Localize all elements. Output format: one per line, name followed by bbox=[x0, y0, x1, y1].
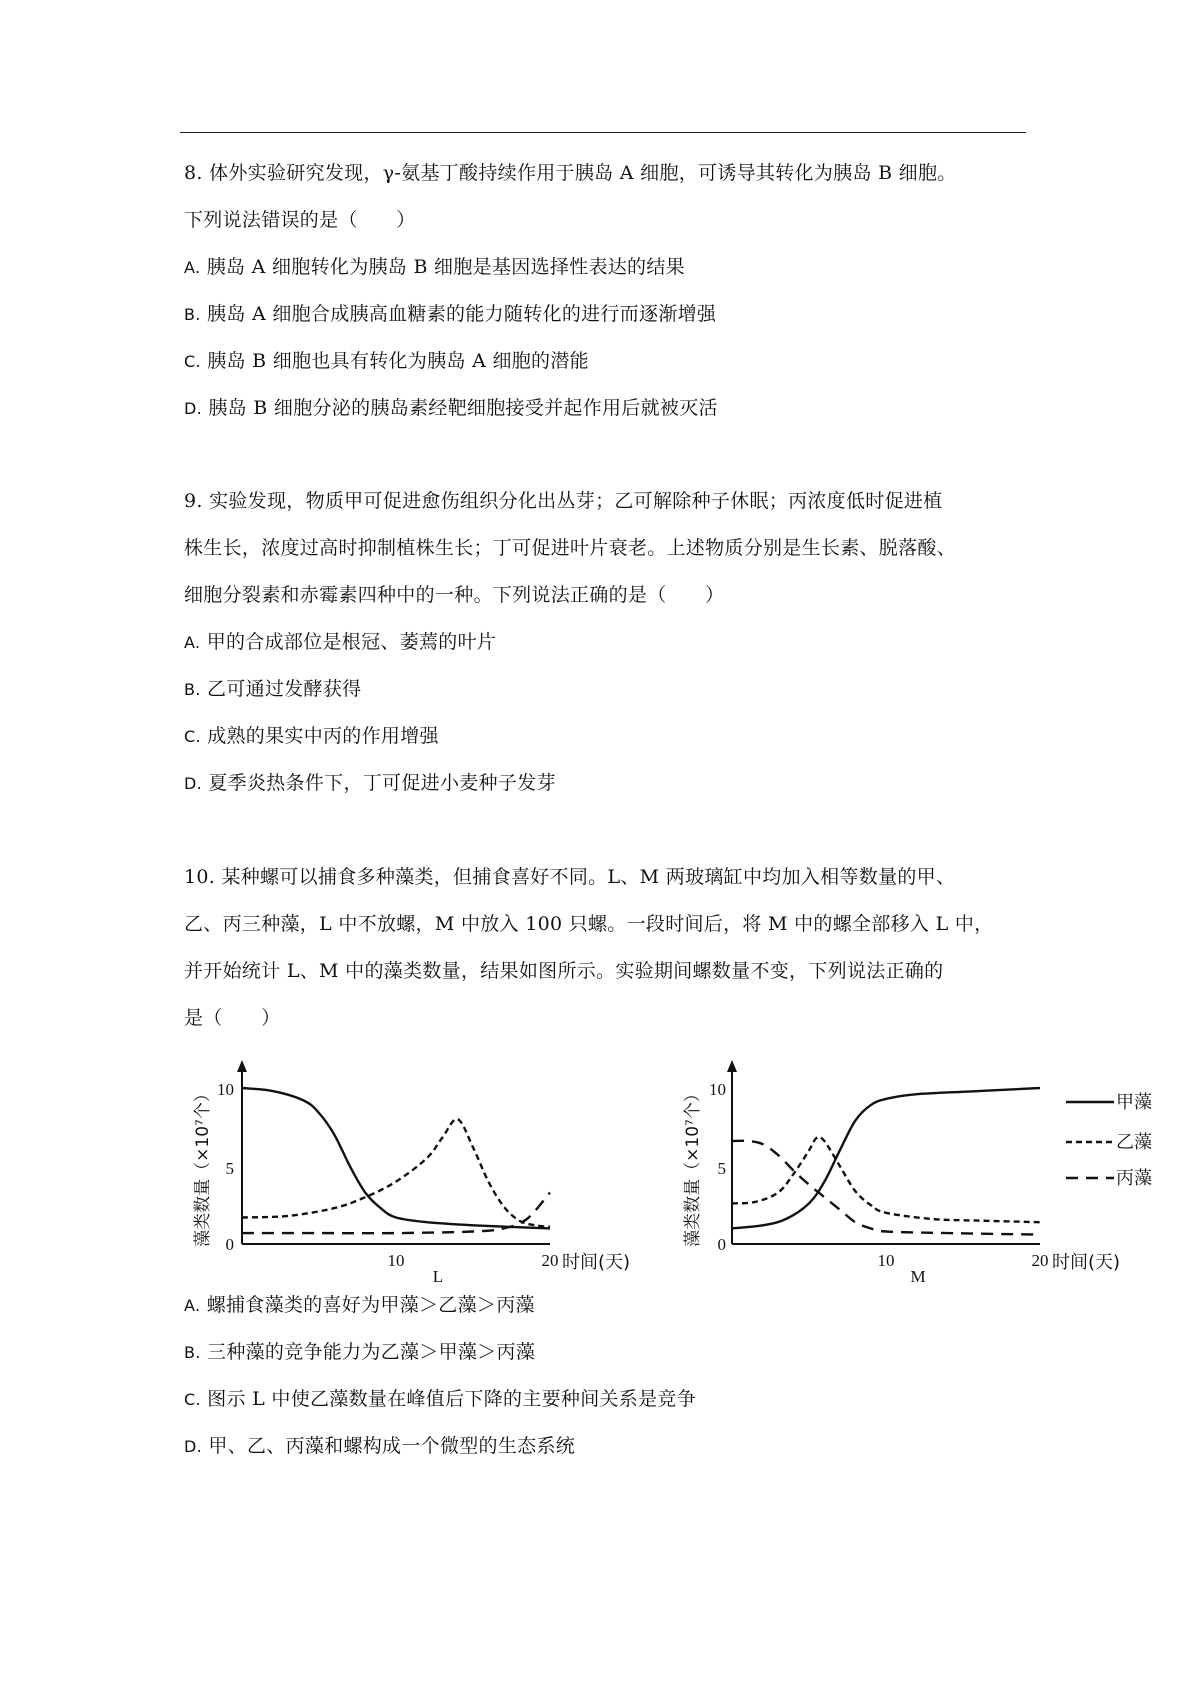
option-text: 胰岛 A 细胞合成胰高血糖素的能力随转化的进行而逐渐增强 bbox=[207, 303, 717, 325]
y-tick-label: 5 bbox=[225, 1159, 234, 1178]
legend-label: 乙藻 bbox=[1116, 1132, 1152, 1153]
option-letter: B. bbox=[184, 1343, 201, 1362]
x-axis-label: 时间(天) bbox=[562, 1252, 631, 1273]
option-letter: B. bbox=[184, 680, 201, 699]
question-stem-line: 并开始统计 L、M 中的藻类数量，结果如图所示。实验期间螺数量不变，下列说法正确的 bbox=[184, 960, 944, 982]
option-c[interactable] bbox=[184, 713, 1034, 760]
y-tick-label: 10 bbox=[217, 1080, 234, 1099]
question-stem-line: 9. 实验发现，物质甲可促进愈伤组织分化出丛芽；乙可解除种子休眠；丙浓度低时促进植 bbox=[184, 490, 943, 512]
option-b[interactable] bbox=[184, 1329, 1034, 1376]
series-line-dashed bbox=[242, 1119, 550, 1227]
question-stem-line: 细胞分裂素和赤霉素四种中的一种。下列说法正确的是（ ） bbox=[184, 584, 725, 606]
question-stem-line: 乙、丙三种藻，L 中不放螺，M 中放入 100 只螺。一段时间后，将 M 中的螺全部移入 L 中， bbox=[184, 913, 994, 935]
option-b[interactable] bbox=[184, 666, 1034, 713]
option-text: 甲、乙、丙藻和螺构成一个微型的生态系统 bbox=[208, 1435, 576, 1457]
y-axis-arrow bbox=[237, 1060, 247, 1072]
option-letter: D. bbox=[184, 399, 203, 418]
option-letter: B. bbox=[184, 305, 201, 324]
y-tick-label: 5 bbox=[717, 1159, 726, 1178]
x-tick-label: 20 bbox=[541, 1251, 559, 1270]
option-text: 三种藻的竞争能力为乙藻＞甲藻＞丙藻 bbox=[207, 1341, 536, 1363]
option-letter: D. bbox=[184, 1437, 203, 1456]
legend bbox=[1066, 1092, 1152, 1189]
x-tick-label: 10 bbox=[387, 1251, 405, 1270]
y-axis-label: 藻类数量（×10⁷个） bbox=[193, 1085, 213, 1247]
option-letter: A. bbox=[184, 258, 201, 277]
option-d[interactable] bbox=[184, 1423, 1034, 1470]
option-c[interactable] bbox=[184, 338, 1034, 385]
option-text: 成熟的果实中丙的作用增强 bbox=[207, 725, 439, 747]
y-tick-label: 0 bbox=[717, 1235, 726, 1254]
chart-l bbox=[186, 1050, 656, 1282]
y-axis-arrow bbox=[727, 1060, 737, 1072]
option-text: 夏季炎热条件下，丁可促进小麦种子发芽 bbox=[208, 772, 556, 794]
series-line-dashed bbox=[732, 1137, 1040, 1222]
x-axis-label: 时间(天) bbox=[1052, 1252, 1121, 1273]
option-c[interactable] bbox=[184, 1376, 1034, 1423]
legend-label: 甲藻 bbox=[1116, 1092, 1152, 1113]
header-rule bbox=[180, 132, 1026, 133]
option-text: 乙可通过发酵获得 bbox=[207, 678, 362, 700]
option-a[interactable] bbox=[184, 1282, 1034, 1329]
option-letter: C. bbox=[184, 352, 201, 371]
question-stem-line: 下列说法错误的是（ ） bbox=[184, 209, 416, 231]
option-d[interactable] bbox=[184, 760, 1034, 807]
series-line-solid bbox=[242, 1088, 550, 1228]
option-letter: A. bbox=[184, 633, 201, 652]
option-text: 胰岛 B 细胞分泌的胰岛素经靶细胞接受并起作用后就被灭活 bbox=[208, 397, 718, 419]
chart-label: L bbox=[432, 1267, 444, 1282]
x-tick-label: 20 bbox=[1031, 1251, 1049, 1270]
series-layer bbox=[732, 1088, 1040, 1235]
y-tick-label: 10 bbox=[709, 1080, 726, 1099]
option-letter: D. bbox=[184, 774, 203, 793]
question-8 bbox=[184, 150, 1034, 432]
y-tick-label: 0 bbox=[225, 1235, 234, 1254]
option-text: 螺捕食藻类的喜好为甲藻＞乙藻＞丙藻 bbox=[206, 1294, 535, 1316]
option-text: 图示 L 中使乙藻数量在峰值后下降的主要种间关系是竞争 bbox=[207, 1388, 697, 1410]
x-tick-label: 10 bbox=[877, 1251, 895, 1270]
option-letter: C. bbox=[184, 1390, 201, 1409]
question-stem-line: 是（ ） bbox=[184, 1007, 281, 1029]
question-10 bbox=[184, 854, 1034, 1042]
series-layer bbox=[242, 1088, 550, 1233]
option-text: 甲的合成部位是根冠、萎蔫的叶片 bbox=[206, 631, 497, 653]
y-axis-label: 藻类数量（×10⁷个） bbox=[683, 1085, 703, 1247]
option-letter: C. bbox=[184, 727, 201, 746]
question-stem-line: 8. 体外实验研究发现，γ-氨基丁酸持续作用于胰岛 A 细胞，可诱导其转化为胰岛 B 细胞。 bbox=[184, 162, 957, 184]
option-a[interactable] bbox=[184, 244, 1034, 291]
option-b[interactable] bbox=[184, 291, 1034, 338]
option-text: 胰岛 A 细胞转化为胰岛 B 细胞是基因选择性表达的结果 bbox=[206, 256, 685, 278]
question-stem-line: 10. 某种螺可以捕食多种藻类，但捕食喜好不同。L、M 两玻璃缸中均加入相等数量的甲、 bbox=[184, 866, 956, 888]
legend-label: 丙藻 bbox=[1116, 1168, 1152, 1189]
chart-label: M bbox=[910, 1267, 926, 1282]
question-9 bbox=[184, 478, 1034, 807]
option-a[interactable] bbox=[184, 619, 1034, 666]
option-text: 胰岛 B 细胞也具有转化为胰岛 A 细胞的潜能 bbox=[207, 350, 589, 372]
option-d[interactable] bbox=[184, 385, 1034, 432]
chart-m bbox=[680, 1050, 1174, 1282]
option-letter: A. bbox=[184, 1296, 201, 1315]
question-stem-line: 株生长，浓度过高时抑制植株生长；丁可促进叶片衰老。上述物质分别是生长素、脱落酸、 bbox=[184, 537, 957, 559]
series-line-solid bbox=[732, 1088, 1040, 1228]
question-10-options bbox=[184, 1282, 1034, 1470]
